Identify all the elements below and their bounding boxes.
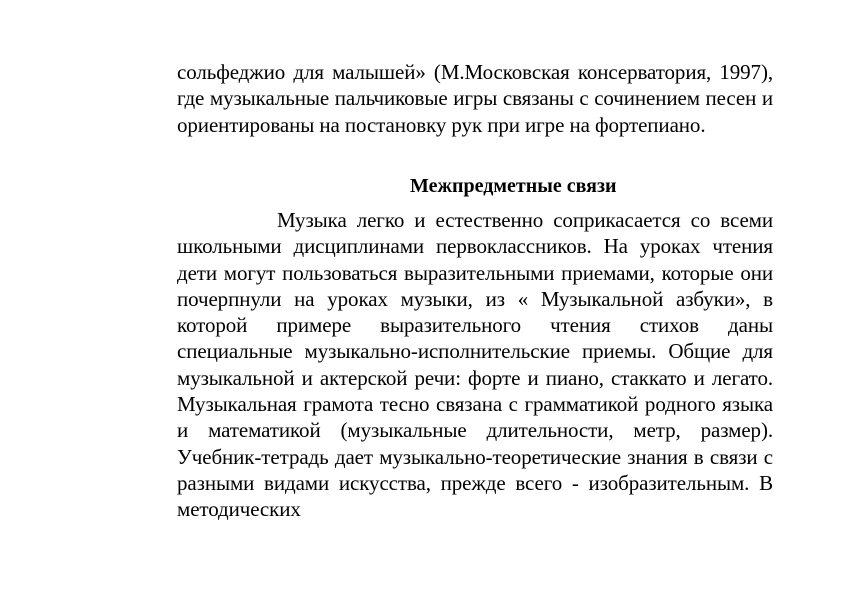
section-heading-text: Межпредметные связи	[410, 175, 617, 197]
paragraph-intro: сольфеджио для малышей» (М.Московская консерватория, 1997), где музыкальные пальчиковые игры связаны с сочинением песен и ориентированы на постановку рук при игре на фортепиано.	[177, 60, 773, 137]
section-heading	[177, 173, 773, 199]
paragraph-body: Музыка легко и естественно соприкасается со всеми школьными дисциплинами первоклассников. На уроках чтения дети могут пользоваться выразительными приемами, которые они почерпнули на уроках музыки, из « Музыкальной азбуки», в которой примере выразительного чтения стихов даны специальные музыкально-исполнительские приемы. Общие для музыкальной и актерской речи: форте и пиано, стаккато и легато. Музыкальная грамота тесно связана с грамматикой родного языка и математикой (музыкальные длительности, метр, размер). Учебник-тетрадь дает музыкально-теоретические знания в связи с разными видами искусства, прежде всего - изобразительным. В методических	[177, 208, 773, 522]
